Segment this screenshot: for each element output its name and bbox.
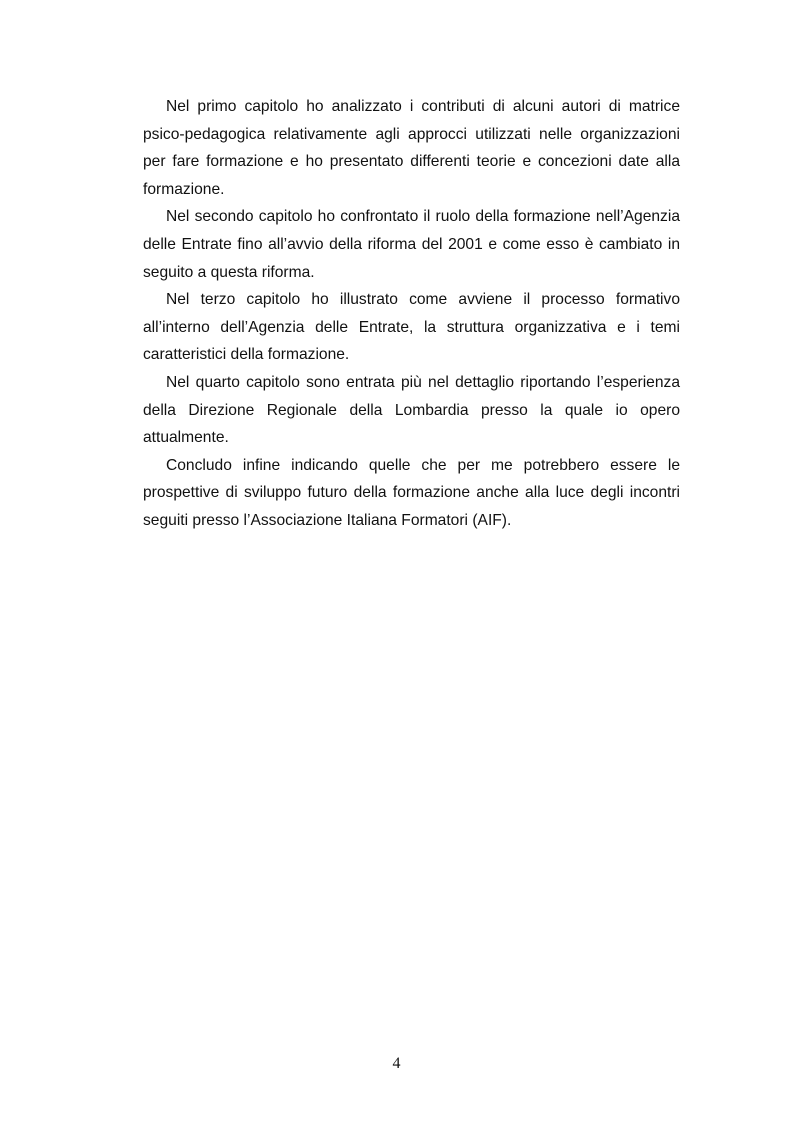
paragraph-conclusion: Concludo infine indicando quelle che per me potrebbero essere le prospettive di sviluppo futuro della formazione anche alla luce degli incontri seguiti presso l’Associazione Italiana Formatori (AIF).: [143, 456, 680, 529]
body-text: [143, 93, 680, 535]
paragraph-chapter-2: Nel secondo capitolo ho confrontato il ruolo della formazione nell’Agenzia delle Entrate fino all’avvio della riforma del 2001 e come esso è cambiato in seguito a questa riforma.: [143, 208, 680, 281]
paragraph-chapter-1: Nel primo capitolo ho analizzato i contributi di alcuni autori di matrice psico-pedagogica relativamente agli approcci utilizzati nelle organizzazioni per fare formazione e ho presentato differenti teorie e concezioni date alla formazione.: [143, 98, 680, 198]
paragraph-chapter-4: Nel quarto capitolo sono entrata più nel dettaglio riportando l’esperienza della Direzione Regionale della Lombardia presso la quale io opero attualmente.: [143, 373, 680, 447]
paragraph-chapter-3: Nel terzo capitolo ho illustrato come avviene il processo formativo all’interno dell’Agenzia delle Entrate, la struttura organizzativa e i temi caratteristici della formazione.: [143, 291, 680, 364]
page-number: 4: [392, 1055, 401, 1072]
